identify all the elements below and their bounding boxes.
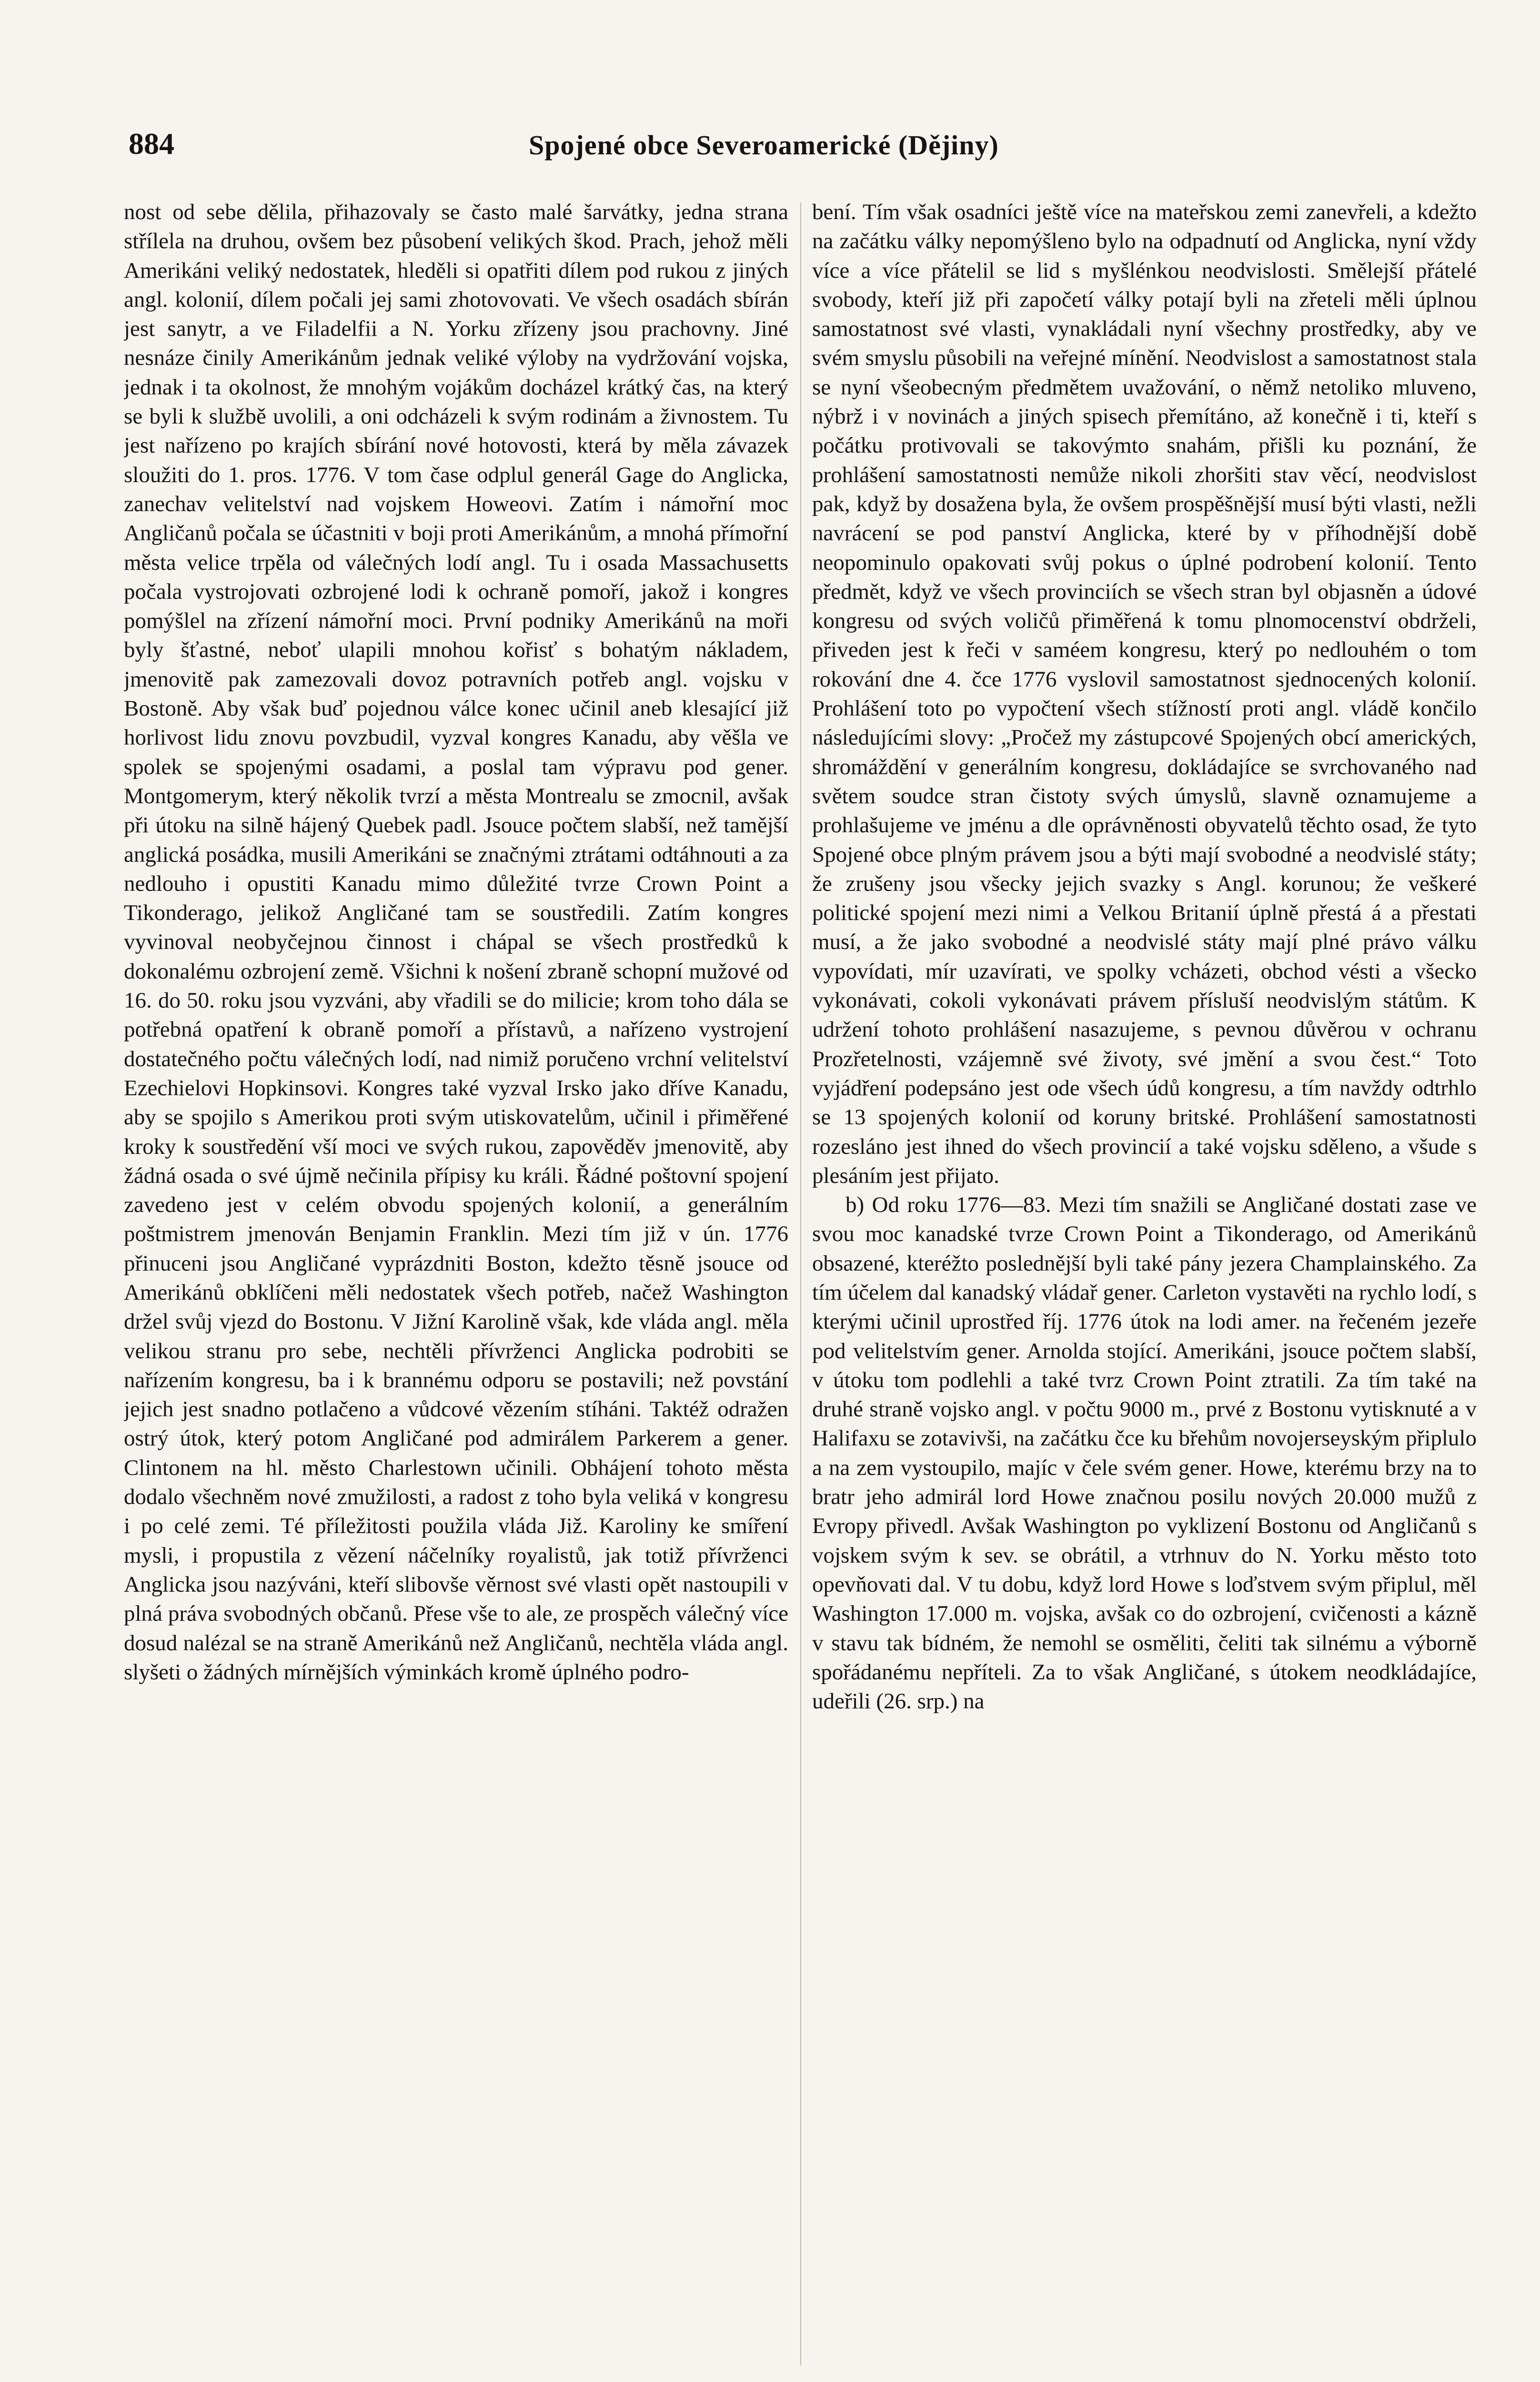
left-column — [124, 198, 788, 2370]
page-number: 884 — [129, 127, 174, 161]
right-paragraph-1: bení. Tím však osadníci ještě více na mateřskou zemi zanevřeli, a kdežto na začátku války nepomýšleno bylo na odpadnutí od Anglicka, nyní vždy více a více přátelil se lid s myšlénkou neodvislosti. Smělejší přátelé svobody, kteří již při započetí války potají byli na zřeteli měli úplnou samostatnost své vlasti, vynakládali nyní všechny prostředky, aby ve svém smyslu působili na veřejné mínění. Neodvislost a samostatnost stala se nyní všeobecným předmětem uvažování, o němž netoliko mluveno, nýbrž i v novinách a jiných spisech přemítáno, až konečně i ti, kteří s počátku protivovali se takovýmto snahám, přišli ku poznání, že prohlášení samostatnosti nemůže nikoli zhoršiti stav věcí, neodvislost pak, když by dosažena byla, že ovšem prospěšnější musí býti vlasti, nežli navrácení se pod panství Anglicka, které by v příhodnější době neopominulo opakovati svůj pokus o úplné podrobení kolonií. Tento předmět, když ve všech provinciích se všech stran byl objasněn a údové kongresu od svých voličů přiměřená k tomu plnomocenství obdrželi, přiveden jest k řeči v saméem kongresu, který po nedlouhém o tom rokování dne 4. čce 1776 vyslovil samostatnost sjednocených kolonií. Prohlášení toto po vypočtení všech stížností proti angl. vládě končilo následujícími slovy: „Pročež my zástupcové Spojených obcí amerických, shromáždění v generálním kongresu, dokládajíce se svrchovaného nad světem soudce stran čistoty svých úmyslů, slavně oznamujeme a prohlašujeme ve jménu a dle oprávněnosti obyvatelů těchto osad, že tyto Spojené obce plným právem jsou a býti mají svobodné a neodvislé státy; že zrušeny jsou všecky jejich svazky s Angl. korunou; že veškeré politické spojení mezi nimi a Velkou Britanií úplně přestá á a přestati musí, a že jako svobodné a neodvislé státy mají plné právo válku vypovídati, mír uzavírati, ve spolky vcházeti, obchod vésti a všecko vykonávati, cokoli vykonávati právem přísluší neodvislým státům. K udržení tohoto prohlášení nasazujeme, s pevnou důvěrou v ochranu Prozřetelnosti, vzájemně své životy, své jmění a svou čest.“ Toto vyjádření podepsáno jest ode všech údů kongresu, a tím navždy odtrhlo se 13 spojených kolonií od koruny britské. Prohlášení samostatnosti rozesláno jest ihned do všech provincií a také vojsku sděleno, a všude s plesáním jest přijato. — [812, 200, 1477, 1188]
right-column — [812, 198, 1477, 2370]
page-header — [129, 126, 1491, 169]
right-paragraph-2: b) Od roku 1776—83. Mezi tím snažili se Angličané dostati zase ve svou moc kanadské tvrze Crown Point a Tikonderago, od Amerikánů obsazené, kteréžto poslednější byli také pány jezera Champlainského. Za tím účelem dal kanadský vládař gener. Carleton vystavěti na rychlo lodí, s kterými učinil uprostřed říj. 1776 útok na lodi amer. na řečeném jezeře pod velitelstvím gener. Arnolda stojící. Amerikáni, jsouce počtem slabší, v útoku tom podlehli a také tvrz Crown Point ztratili. Za tím také na druhé straně vojsko angl. v počtu 9000 m., prvé z Bostonu vytisknuté a v Halifaxu se zotavivši, na začátku čce ku břehům novojerseyským připlulo a na zem vystoupilo, majíc v čele svém gener. Howe, kterému brzy na to bratr jeho admirál lord Howe značnou posilu nových 20.000 mužů z Evropy přivedl. Avšak Washington po vyklizení Bostonu od Angličanů s vojskem svým k sev. se obrátil, a vtrhnuv do N. Yorku město toto opevňovati dal. V tu dobu, když lord Howe s loďstvem svým připlul, měl Washington 17.000 m. vojska, avšak co do ozbrojení, cvičenosti a kázně v stavu tak bídném, že nemohl se osměliti, čeliti tak silnému a výborně spořádanému nepříteli. Za to však Angličané, s útokem neodkládajíce, udeřili (26. srp.) na — [812, 1192, 1477, 1714]
column-divider — [800, 202, 801, 2365]
left-paragraph-1: nost od sebe dělila, přihazovaly se často malé šarvátky, jedna strana střílela na druhou, ovšem bez působení velikých škod. Prach, jehož měli Amerikáni veliký nedostatek, hleděli si opatřiti dílem pod rukou z jiných angl. kolonií, dílem počali jej sami zhotovovati. Ve všech osadách sbírán jest sanytr, a ve Filadelfii a N. Yorku zřízeny jsou prachovny. Jiné nesnáze činily Amerikánům jednak veliké výloby na vydržování vojska, jednak i ta okolnost, že mnohým vojákům docházel krátký čas, na který se byli k službě uvolili, a oni odcházeli k svým rodinám a živnostem. Tu jest nařízeno po krajích sbírání nové hotovosti, která by měla závazek sloužiti do 1. pros. 1776. V tom čase odplul generál Gage do Anglicka, zanechav velitelství nad vojskem Howeovi. Zatím i námořní moc Angličanů počala se účastniti v boji proti Amerikánům, a mnohá přímořní města velice trpěla od válečných lodí angl. Tu i osada Massachusetts počala vystrojovati ozbrojené lodi k ochraně pomoří, jakož i kongres pomýšlel na zřízení námořní moci. První podniky Amerikánů na moři byly šťastné, neboť ulapili mnohou kořisť s bohatým nákladem, jmenovitě pak zamezovali dovoz potravních potřeb angl. vojsku v Bostoně. Aby však buď pojednou válce konec učinil aneb klesající již horlivost lidu znovu povzbudil, vyzval kongres Kanadu, aby věšla ve spolek se spojenými osadami, a poslal tam výpravu pod gener. Montgomerym, který několik tvrzí a města Montrealu se zmocnil, avšak při útoku na silně hájený Quebek padl. Jsouce počtem slabší, než tamější anglická posádka, musili Amerikáni se značnými ztrátami odtáhnouti a za nedlouho i opustiti Kanadu mimo důležité tvrze Crown Point a Tikonderago, jelikož Angličané tam se soustředili. Zatím kongres vyvinoval neobyčejnou činnost i chápal se všech prostředků k dokonalému ozbrojení země. Všichni k nošení zbraně schopní mužové od 16. do 50. roku jsou vyzváni, aby vřadili se do milicie; krom toho dála se potřebná opatření k obraně pomoří a přístavů, a nařízeno vystrojení dostatečného počtu válečných lodí, nad nimiž poručeno vrchní velitelství Ezechielovi Hopkinsovi. Kongres také vyzval Irsko jako dříve Kanadu, aby se spojilo s Amerikou proti svým utiskovatelům, učinil i přiměřené kroky k soustředění vší moci ve svých rukou, zapověděv jmenovitě, aby žádná osada o své újmě nečinila přípisy ku králi. Řádné poštovní spojení zavedeno jest v celém obvodu spojených kolonií, a generálním poštmistrem jmenován Benjamin Franklin. Mezi tím již v ún. 1776 přinuceni jsou Angličané vyprázdniti Boston, kdežto těsně jsouce od Amerikánů obklíčeni měli nedostatek všech potřeb, načež Washington držel svůj vjezd do Bostonu. V Jižní Karolině však, kde vláda angl. měla velikou stranu pro sebe, nechtěli přívrženci Anglicka podrobiti se nařízením kongresu, ba i k brannému odporu se postavili; než povstání jejich jest snadno potlačeno a vůdcové vězením stíháni. Taktéž odražen ostrý útok, který potom Angličané pod admirálem Parkerem a gener. Clintonem na hl. město Charlestown učinili. Obhájení tohoto města dodalo všechněm nové zmužilosti, a radost z toho byla veliká v kongresu i po celé zemi. Té příležitosti použila vláda Již. Karoliny ke smíření mysli, i propustila z vězení náčelníky royalistů, jak totiž přívrženci Anglicka jsou nazýváni, kteří slibovše věrnost své vlasti opět nastoupili v plná práva svobodných občanů. Přese vše to ale, ze prospěch válečný více dosud nalézal se na straně Amerikánů než Angličanů, nechtěla vláda angl. slyšeti o žádných mírnějších výminkách kromě úplného podro- — [124, 200, 788, 1685]
running-title: Spojené obce Severoamerické (Dějiny) — [529, 130, 999, 161]
